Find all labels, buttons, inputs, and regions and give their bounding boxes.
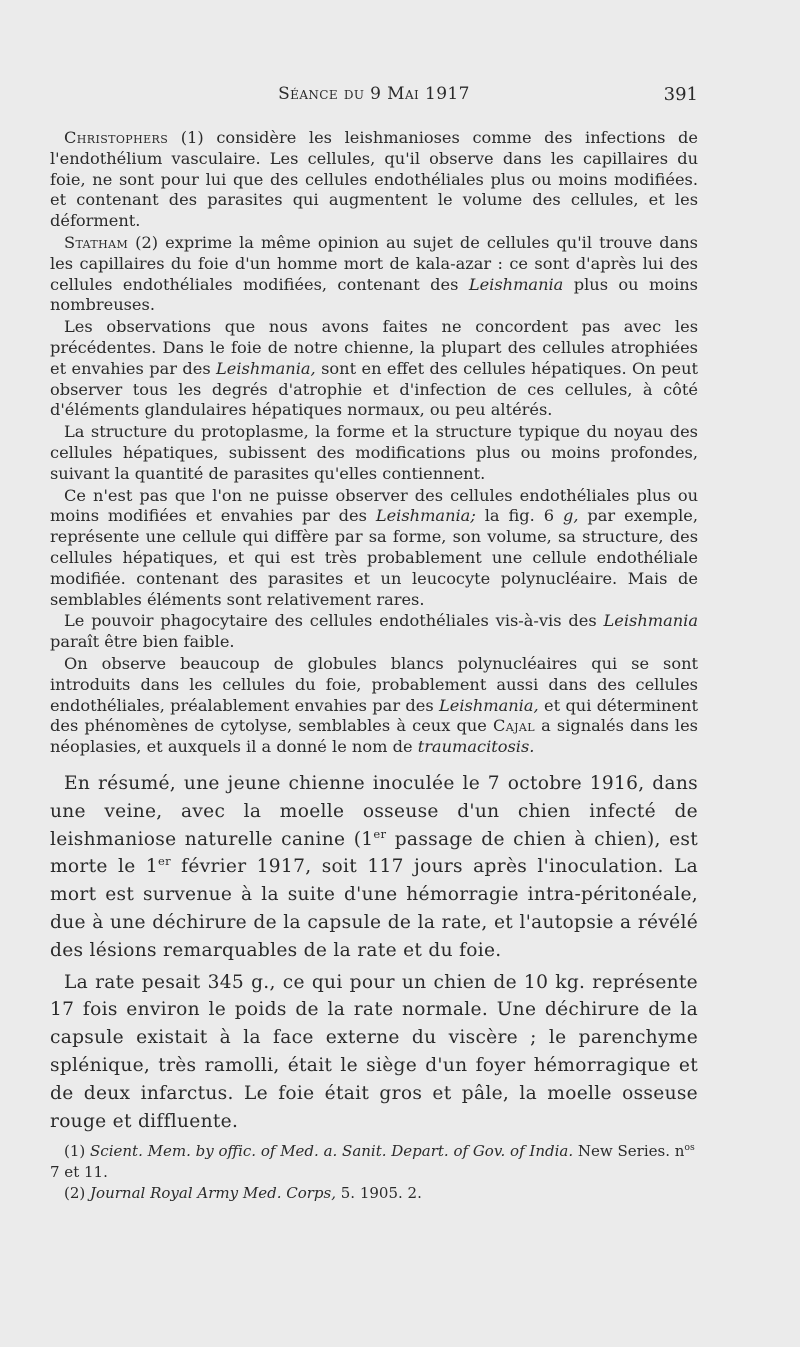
footnote: (2) Journal Royal Army Med. Corps, 5. 1905. 2. [64, 1184, 422, 1202]
italic-term: Leishmania, [216, 358, 316, 378]
running-title: Séance du 9 Mai 1917 [278, 84, 470, 104]
paragraph: En résumé, une jeune chienne inoculée le 7 octobre 1916, dans une veine, avec la moelle osseuse d'un chien infecté de leishmaniose naturelle canine (1er passage de chien à chien), est morte le 1er février 1917, soit 117 jours après l'inoculation. La mort est survenue à la suite d'une hémorragie intra-péritonéale, due à une déchirure de la capsule de la rate, et l'autopsie a révélé des lésions remarquables de la rate et du foie. [50, 773, 699, 961]
author-name: Christophers [64, 128, 169, 147]
body-small-text [50, 128, 698, 759]
paragraph: Statham (2) exprime la même opinion au sujet de cellules qu'il trouve dans les capillaires du foie d'un homme mort de kala-azar : ce sont d'après lui des cellules endothéliales modifiées, contenant des Leishmania plus ou moins nombreuses. [50, 232, 698, 315]
paragraph: Ce n'est pas que l'on ne puisse observer des cellules endothéliales plus ou moins modifiées et envahies par des Leishmania; la fig. 6 g, par exemple, représente une cellule qui diffère par sa forme, son volume, sa structure, des cellules hépatiques, et qui est très probablement une cellule endothéliale modifiée. contenant des parasites et un leucocyte polynucléaire. Mais de semblables éléments sont relativement rares. [50, 485, 698, 609]
page-number: 391 [663, 84, 698, 105]
paragraph: On observe beaucoup de globules blancs polynucléaires qui se sont introduits dans les cellules du foie, probablement aussi dans des cellules endothéliales, préalablement envahies par des Leishmania, et qui déterminent des phénomènes de cytolyse, semblables à ceux que Cajal a signalés dans les néoplasies, et auxquels il a donné le nom de traumacitosis. [50, 653, 698, 757]
italic-term: g, [562, 506, 579, 526]
italic-term: Leishmania [468, 274, 564, 294]
page-header [50, 84, 698, 114]
body-summary-text [50, 770, 698, 1139]
author-name: Statham [64, 232, 129, 252]
paragraph: La structure du protoplasme, la forme et la structure typique du noyau des cellules hépatiques, subissent des modifications plus ou moins profondes, suivant la quantité de parasites qu'elles contiennent. [50, 422, 698, 483]
paragraph: Christophers (1) considère les leishmanioses comme des infections de l'endothélium vasculaire. Les cellules, qu'il observe dans les capillaires du foie, ne sont pour lui que des cellules endothéliales plus ou moins modifiées. et contenant des parasites qui augmentent le volume des cellules, et les déforment. [50, 128, 698, 231]
footnote: (1) Scient. Mem. by offic. of Med. a. Sanit. Depart. of Gov. of India. New Series. $n^{os}$ 7 et 11. [50, 1142, 695, 1181]
paragraph: La rate pesait 345 g., ce qui pour un chien de 10 kg. représente 17 fois environ le poids de la rate normale. Une déchirure de la capsule existait à la face externe du viscère ; le parenchyme splénique, très ramolli, était le siège d'un foyer hémorragique et de deux infarctus. Le foie était gros et pâle, la moelle osseuse rouge et diffluente. [50, 971, 698, 1132]
italic-term: traumacitosis. [417, 737, 535, 757]
author-name: Cajal [492, 716, 535, 736]
footnotes [50, 1141, 698, 1204]
italic-term: Leishmania, [439, 695, 539, 715]
paragraph: Les observations que nous avons faites ne concordent pas avec les précédentes. Dans le foie de notre chienne, la plupart des cellules atrophiées et envahies par des Leishmania, sont en effet des cellules hépatiques. On peut observer tous les degrés d'atrophie et d'infection de ces cellules, à côté d'éléments glandulaires hépatiques normaux, ou peu altérés. [50, 317, 698, 420]
italic-term: Leishmania [603, 611, 699, 631]
italic-term: Leishmania; [375, 506, 476, 526]
paragraph: Le pouvoir phagocytaire des cellules endothéliales vis-à-vis des Leishmania paraît être bien faible. [50, 611, 699, 652]
